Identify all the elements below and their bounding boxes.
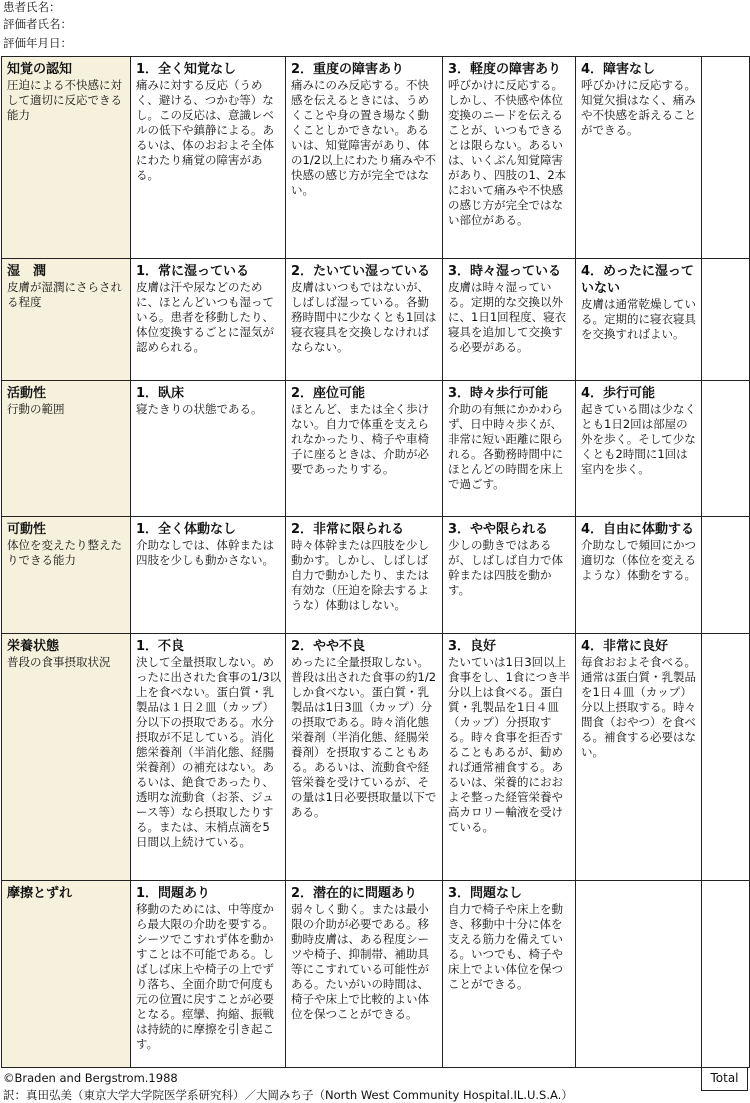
score-title: 3．軽度の障害あり	[448, 62, 562, 77]
patient-name-label: 患者氏名：	[3, 0, 61, 14]
scale-row	[2, 634, 750, 881]
score-description: 介助なしでは、体幹または四肢を少しも動かさない。	[136, 538, 274, 567]
score-entry-cell[interactable]	[702, 517, 750, 634]
category-description: 行動の範囲	[7, 402, 65, 416]
score-title: 3．やや限られる	[448, 522, 549, 537]
score-entry-cell[interactable]	[702, 381, 750, 517]
category-cell	[2, 881, 131, 1068]
category-title: 湿 潤	[7, 264, 47, 279]
score-cell	[443, 634, 576, 881]
score-description: 弱々しく動く。または最小限の介助が必要である。移動時皮膚は、ある程度シーツや椅子、抑制帯、補助具等にこすれている可能性がある。たいがいの時間は、椅子や床上で比較的よい体位を保つことができる。	[291, 902, 429, 1021]
category-cell	[2, 381, 131, 517]
score-cell	[576, 517, 702, 634]
score-cell	[286, 881, 443, 1068]
score-entry-cell[interactable]	[702, 57, 750, 259]
category-cell	[2, 259, 131, 381]
score-description: 寝たきりの状態である。	[136, 402, 263, 416]
score-description: 痛みに対する反応（うめく、避ける、つかむ等）なし。この反応は、意識レベルの低下や鎮静による。あるいは、体のおおよそ全体にわたり痛覚の障害がある。	[136, 78, 274, 182]
score-cell	[576, 381, 702, 517]
category-cell	[2, 57, 131, 259]
score-cell	[286, 57, 443, 259]
score-entry-cell[interactable]	[702, 634, 750, 881]
score-cell	[443, 517, 576, 634]
score-cell	[131, 57, 286, 259]
score-description: 皮膚は通常乾燥している。定期的に寝衣寝具を交換すればよい。	[581, 297, 696, 341]
scale-row	[2, 517, 750, 634]
score-description: 決して全量摂取しない。めったに出された食事の1/3以上を食べない。蛋白質・乳製品は１日２皿（カップ）分以下の摂取である。水分摂取が不足している。消化態栄養剤（半消化態、経腸栄養剤）の補充はない。あるいは、絶食であったり、透明な流動食（お茶、ジュース等）なら摂取したりする。または、末梢点滴を5日間以上続けている。	[136, 655, 282, 849]
score-description: 移動のためには、中等度から最大限の介助を要する。シーツでこすれず体を動かすことは不可能である。しばしば床上や椅子の上でずり落ち、全面介助で何度も元の位置に戻すことが必要となる。痙攣、拘縮、振戦は持続的に摩擦を引き起こす。	[136, 902, 274, 1051]
score-title: 4．障害なし	[581, 62, 656, 77]
score-description: めったに全量摂取しない。普段は出された食事の約1/2しか食べない。蛋白質・乳製品は1日3皿（カップ）分の摂取である。時々消化態栄養剤（半消化態、経腸栄養剤）を摂取することもある。あるいは、流動食や経管栄養を受けているが、その量は1日必要摂取量以下である。	[291, 655, 437, 819]
score-description: 少しの動きではあるが、しばしば自力で体幹または四肢を動かす。	[448, 538, 563, 597]
score-cell	[131, 517, 286, 634]
score-title: 1．全く知覚なし	[136, 62, 237, 77]
score-cell	[443, 57, 576, 259]
category-description: 体位を変えたり整えたりできる能力	[7, 538, 122, 567]
braden-scale-table	[1, 56, 750, 1068]
score-title: 2．座位可能	[291, 386, 366, 401]
score-title: 3．問題なし	[448, 886, 523, 901]
score-title: 4．非常に良好	[581, 639, 669, 654]
score-title: 4．めったに湿っていない	[581, 264, 694, 296]
score-title: 2．重度の障害あり	[291, 62, 405, 77]
score-description: 毎食おおよそ食べる。通常は蛋白質・乳製品を1日４皿（カップ）分以上摂取する。時々間食（おやつ）を食べる。補食する必要はない。	[581, 655, 696, 759]
score-description: 起きている間は少なくとも1日2回は部屋の外を歩く。そして少なくとも2時間に1回は室内を歩く。	[581, 402, 696, 476]
score-title: 2．非常に限られる	[291, 522, 405, 537]
scale-row	[2, 259, 750, 381]
score-description: 皮膚はいつもではないが、しばしば湿っている。各勤務時間中に少なくとも1回は寝衣寝具を交換しなければならない。	[291, 280, 437, 354]
score-description: 痛みにのみ反応する。不快感を伝えるときには、うめくことや身の置き場なく動くことしかできない。あるいは、知覚障害があり、体の1/2以上にわたり痛みや不快感の感じ方が完全ではない。	[291, 78, 437, 197]
score-description: 皮膚は時々湿っている。定期的な交換以外に、1日1回程度、寝衣寝具を追加して交換する必要がある。	[448, 280, 567, 354]
score-entry-cell[interactable]	[702, 259, 750, 381]
category-cell	[2, 517, 131, 634]
score-title: 1．臥床	[136, 386, 185, 401]
copyright-note: ©Braden and Bergstrom.1988	[3, 1071, 178, 1085]
score-cell	[131, 881, 286, 1068]
score-cell	[576, 634, 702, 881]
score-title: 3．良好	[448, 639, 497, 654]
score-description: 呼びかけに反応する。知覚欠損はなく、痛みや不快感を訴えることができる。	[581, 78, 696, 137]
score-entry-cell[interactable]	[702, 881, 750, 1068]
score-cell	[286, 259, 443, 381]
evaluator-name-label: 評価者氏名：	[3, 17, 72, 31]
category-cell	[2, 634, 131, 881]
score-title: 1．不良	[136, 639, 185, 654]
category-description: 圧迫による不快感に対して適切に反応できる能力	[7, 78, 122, 122]
score-description: ほとんど、または全く歩けない。自力で体重を支えられなかったり、椅子や車椅子に座るときは、介助が必要であったりする。	[291, 402, 429, 476]
category-title: 栄養状態	[7, 639, 60, 654]
scale-row	[2, 881, 750, 1068]
category-title: 可動性	[7, 522, 47, 537]
score-cell	[443, 259, 576, 381]
score-description: 自力で椅子や床上を動き、移動中十分に体を支える筋力を備えている。いつでも、椅子や床上でよい体位を保つことができる。	[448, 902, 563, 991]
score-title: 1．常に湿っている	[136, 264, 250, 279]
score-cell	[576, 57, 702, 259]
score-title: 3．時々歩行可能	[448, 386, 549, 401]
score-title: 1．問題あり	[136, 886, 211, 901]
score-title: 4．自由に体動する	[581, 522, 695, 537]
translation-credit: 訳：真田弘美（東京大学大学院医学系研究科）／大岡みち子（North West Community Hospital.IL.U.S.A.）	[3, 1088, 573, 1102]
score-title: 1．全く体動なし	[136, 522, 237, 537]
scale-row	[2, 57, 750, 259]
score-cell	[286, 381, 443, 517]
category-title: 知覚の認知	[7, 62, 73, 77]
score-title: 2．やや不良	[291, 639, 366, 654]
score-description: 介助なしで頻回にかつ適切な（体位を変えるような）体動をする。	[581, 538, 696, 582]
category-title: 摩擦とずれ	[7, 886, 73, 901]
scale-row	[2, 381, 750, 517]
score-cell	[443, 381, 576, 517]
score-cell	[286, 517, 443, 634]
score-description: 介助の有無にかかわらず、日中時々歩くが、非常に短い距離に限られる。各勤務時間中にほとんどの時間を床上で過ごす。	[448, 402, 563, 491]
score-cell	[131, 259, 286, 381]
category-description: 普段の食事摂取状況	[7, 655, 111, 669]
score-cell	[131, 381, 286, 517]
score-cell	[576, 259, 702, 381]
score-cell	[576, 881, 702, 1068]
score-cell	[443, 881, 576, 1068]
score-title: 2．たいてい湿っている	[291, 264, 431, 279]
score-title: 4．歩行可能	[581, 386, 656, 401]
score-description: 皮膚は汗や尿などのために、ほとんどいつも湿っている。患者を移動したり、体位変換するごとに湿気が認められる。	[136, 280, 274, 354]
score-title: 2．潜在的に問題あり	[291, 886, 418, 901]
score-title: 3．時々湿っている	[448, 264, 562, 279]
score-description: 時々体幹または四肢を少し動かす。しかし、しばしば自力で動かしたり、または有効な（圧迫を除去するような）体動はしない。	[291, 538, 429, 612]
total-box: Total	[701, 1067, 748, 1091]
category-title: 活動性	[7, 386, 47, 401]
score-description: 呼びかけに反応する。しかし、不快感や体位変換のニードを伝えることが、いつもできるとは限らない。あるいは、いくぶん知覚障害があり、四肢の1、2本において痛みや不快感の感じ方が完全ではない部位がある。	[448, 78, 567, 227]
category-description: 皮膚が湿潤にさらされる程度	[7, 280, 122, 309]
score-description: たいていは1日3回以上食事をし、1食につき半分以上は食べる。蛋白質・乳製品を1日４皿（カップ）分摂取する。時々食事を拒否することもあるが、勧めれば通常補食する。あるいは、栄養的におおよそ整った経管栄養や高カロリー輸液を受けている。	[448, 655, 571, 834]
score-cell	[286, 634, 443, 881]
score-cell	[131, 634, 286, 881]
evaluation-date-label: 評価年月日：	[3, 36, 72, 50]
